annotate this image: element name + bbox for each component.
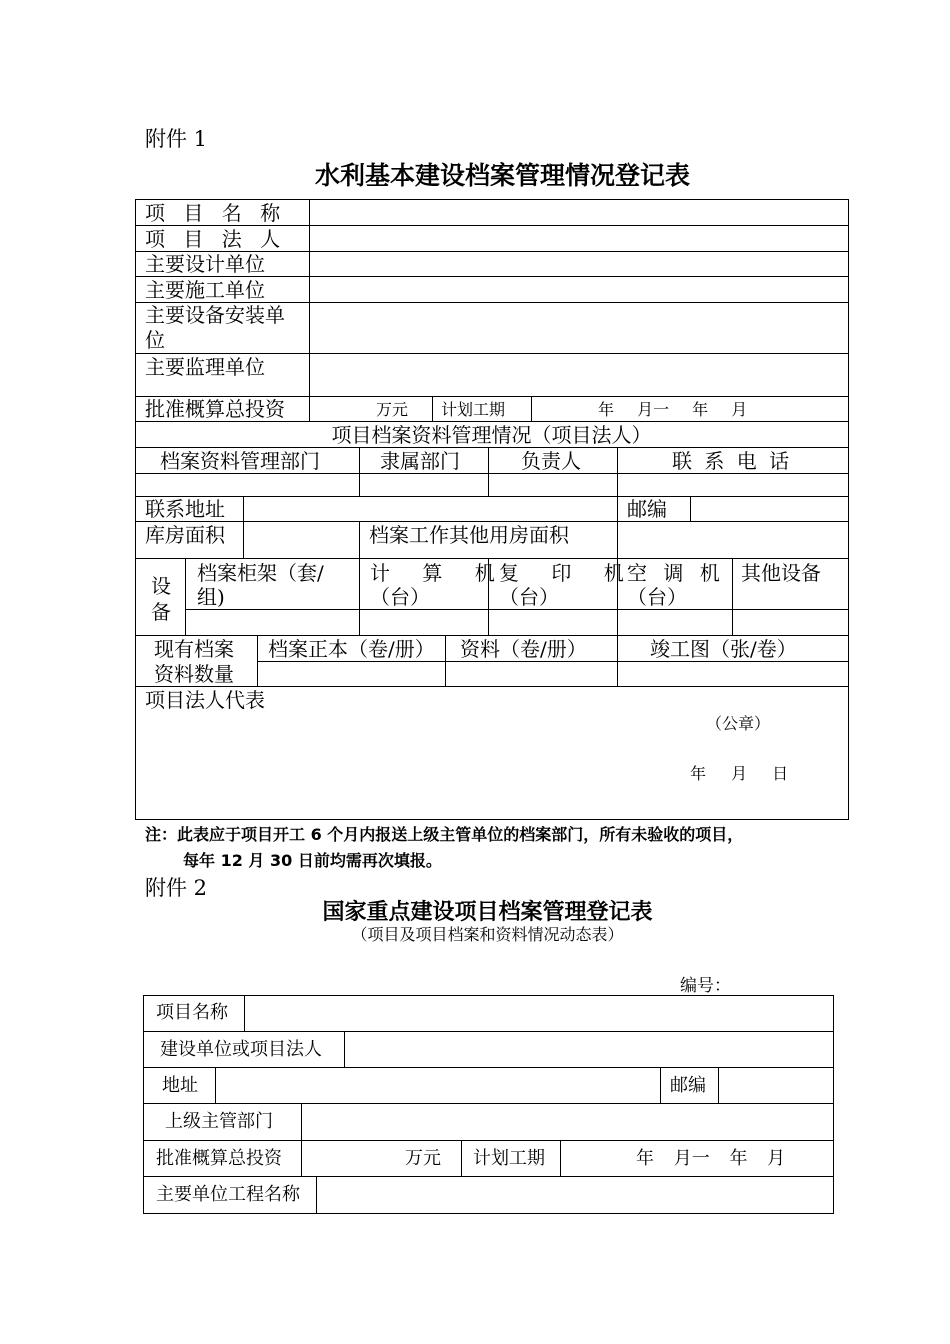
f1-supervision-unit-label: 主要监理单位 <box>145 355 265 379</box>
f1-design-unit-label: 主要设计单位 <box>145 252 265 276</box>
f2-investment-unit: 万元 <box>405 1148 441 1169</box>
f1-postcode-label: 邮编 <box>627 497 667 521</box>
f1-install-unit-label-1: 主要设备安装单 <box>145 303 285 327</box>
f1-col-person: 负责人 <box>521 449 581 473</box>
f1-equip-label-1: 设 <box>151 574 171 598</box>
f1-col-materials: 资料（卷/册） <box>460 637 587 661</box>
f1-investment-unit: 万元 <box>376 400 409 419</box>
f1-date: 年 月 日 <box>690 764 789 783</box>
f1-col-phone: 联 系 电 话 <box>672 449 790 473</box>
f1-col-drawings: 竣工图（张/卷） <box>650 637 797 661</box>
f1-seal: （公章） <box>706 714 771 733</box>
f1-equip-computer-2: （台） <box>370 585 430 609</box>
attachment-1-label: 附件 1 <box>145 127 208 151</box>
attachment-2-label: 附件 2 <box>145 876 208 900</box>
form2-number-label: 编号： <box>680 976 731 996</box>
f1-equip-cabinet-2: 组) <box>197 585 225 609</box>
f1-equip-other: 其他设备 <box>741 561 821 585</box>
f1-equip-copier-2: （台） <box>499 585 559 609</box>
f1-equip-ac-2: （台） <box>627 585 687 609</box>
f1-install-unit-label-2: 位 <box>145 328 165 352</box>
f1-storage-area-label: 库房面积 <box>145 523 225 547</box>
f1-equip-label-2: 备 <box>151 600 171 624</box>
f1-section-header: 项目档案资料管理情况（项目法人） <box>331 423 652 447</box>
form2-subtitle: （项目及项目档案和资料情况动态表） <box>351 925 624 944</box>
f2-period-value: 年 月一 年 月 <box>636 1148 786 1169</box>
f1-archives-qty-2: 资料数量 <box>154 662 234 686</box>
f1-project-name-label: 项 目 名 称 <box>145 201 287 225</box>
f1-col-parent: 隶属部门 <box>380 449 460 473</box>
f1-legal-person-label: 项 目 法 人 <box>145 227 287 251</box>
f1-equip-ac-1: 空 调 机 <box>627 561 720 585</box>
form2-title: 国家重点建设项目档案管理登记表 <box>322 900 653 925</box>
f1-equip-copier-1: 复 印 机 <box>499 561 624 585</box>
f1-construction-unit-label: 主要施工单位 <box>145 278 265 302</box>
f1-equip-computer-1: 计 算 机 <box>370 561 495 585</box>
f1-period-value: 年 月一 年 月 <box>598 400 748 419</box>
f1-address-label: 联系地址 <box>145 497 225 521</box>
f2-unit-projects-label: 主要单位工程名称 <box>156 1184 300 1205</box>
f2-project-name-label: 项目名称 <box>156 1002 228 1023</box>
form1-title: 水利基本建设档案管理情况登记表 <box>314 161 690 190</box>
f1-investment-label: 批准概算总投资 <box>145 397 285 421</box>
f1-period-label: 计划工期 <box>441 400 506 419</box>
f1-equip-cabinet-1: 档案柜架（套/ <box>197 561 324 585</box>
f2-period-label: 计划工期 <box>473 1148 545 1169</box>
f2-builder-label: 建设单位或项目法人 <box>160 1039 322 1060</box>
f1-other-room-label: 档案工作其他用房面积 <box>369 523 569 547</box>
f1-col-dept: 档案资料管理部门 <box>160 449 320 473</box>
f1-rep-label: 项目法人代表 <box>145 688 265 712</box>
f1-col-originals: 档案正本（卷/册） <box>268 637 435 661</box>
f2-investment-label: 批准概算总投资 <box>156 1148 282 1169</box>
f2-address-label: 地址 <box>162 1075 198 1096</box>
f1-note-line-1: 注：此表应于项目开工 6 个月内报送上级主管单位的档案部门，所有未验收的项目， <box>145 825 744 844</box>
f1-archives-qty-1: 现有档案 <box>154 637 234 661</box>
f1-note-line-2: 每年 12 月 30 日前均需再次填报。 <box>183 851 442 870</box>
f2-superior-label: 上级主管部门 <box>165 1111 273 1132</box>
f2-postcode-label: 邮编 <box>670 1075 706 1096</box>
